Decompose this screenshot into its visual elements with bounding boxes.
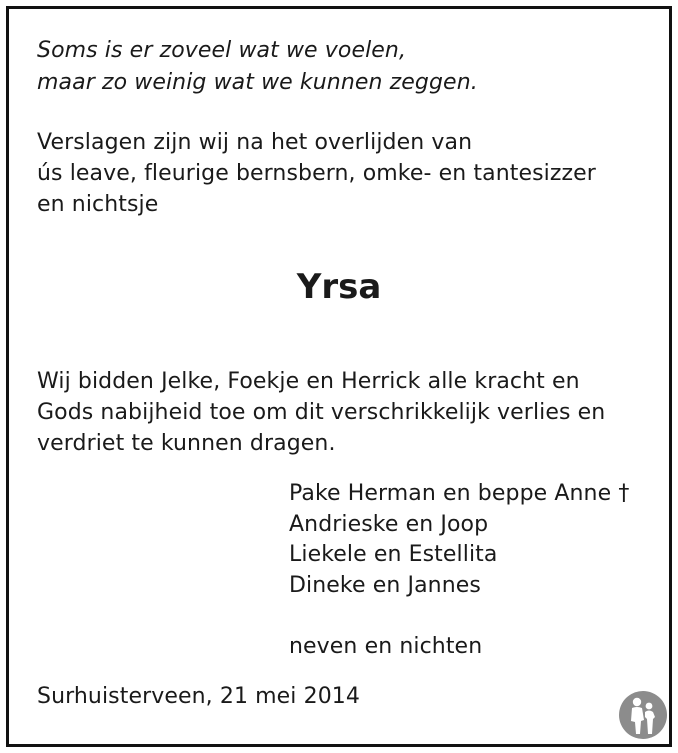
place-date: Surhuisterveen, 21 mei 2014 bbox=[37, 684, 360, 709]
prayer-line-1: Wij bidden Jelke, Foekje en Herrick alle kracht en bbox=[37, 369, 580, 394]
family-line: Andrieske en Joop bbox=[289, 512, 489, 537]
family-line: Pake Herman en beppe Anne † bbox=[289, 481, 630, 506]
intro-line-2: ús leave, fleurige bernsbern, omke- en tantesizzer bbox=[37, 161, 596, 186]
family-line: Dineke en Jannes bbox=[289, 573, 481, 598]
prayer-line-3: verdriet te kunnen dragen. bbox=[37, 431, 336, 456]
motto-line-2: maar zo weinig wat we kunnen zeggen. bbox=[37, 70, 478, 95]
family-line: Liekele en Estellita bbox=[289, 542, 498, 567]
deceased-name: Yrsa bbox=[296, 267, 382, 307]
intro-line-3: en nichtsje bbox=[37, 192, 159, 217]
prayer-line-2: Gods nabijheid toe om dit verschrikkelijk verlies en bbox=[37, 400, 606, 425]
memorial-figure-icon bbox=[618, 690, 668, 740]
relatives-line: neven en nichten bbox=[289, 634, 483, 659]
motto-line-1: Soms is er zoveel wat we voelen, bbox=[37, 38, 407, 63]
intro-line-1: Verslagen zijn wij na het overlijden van bbox=[37, 130, 473, 155]
